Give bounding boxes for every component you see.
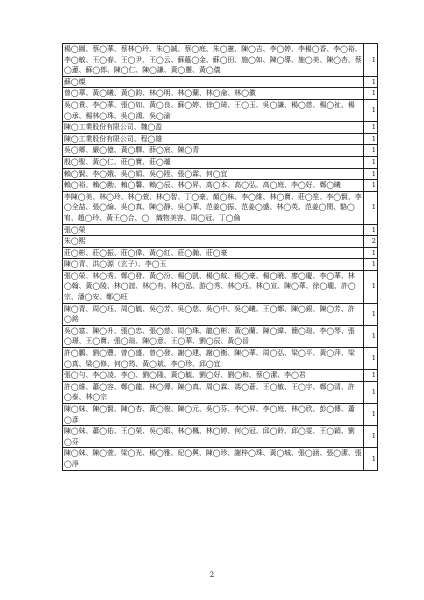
page-number: 2 [209,571,215,579]
donor-names-cell: 吳◯郷、嚴◯億、黃◯驛、薛◯宸、陳◯青 [63,145,364,157]
donor-count-cell: 1 [364,325,378,347]
donor-names-cell: 陳◯青、周◯珏、周◯毓、吳◯芳、吳◯慈、吳◯中、吳◯曦、王◯鄭、陳◯銀、陳◯芳、許◯銘 [63,303,364,325]
donor-count-cell: 1 [364,168,378,180]
table-row [63,44,378,77]
donor-count-cell: 1 [364,426,378,448]
donor-count-cell: 1 [364,270,378,303]
donor-names-cell: 吳◯貴、李◯華、張◯如、黃◯良、蘇◯婷、徐◯琦、王◯玉、吳◯謙、楊◯慈、楊◯祉、楊◯承、楊林◯珠、吳◯鴻、吳◯渝 [63,99,364,121]
table-row [63,325,378,347]
donor-count-cell: 1 [364,247,378,259]
donor-count-cell: 1 [364,88,378,100]
donor-names-cell: 莊◯彬、莊◯振、莊◯偉、黃◯紅、莊◯瀚、莊◯豪 [63,247,364,259]
donor-names-cell: 陳◯青、洪◯源（玄子）、李◯玉 [63,259,364,271]
donor-count-cell: 1 [364,381,378,403]
donor-names-cell: 朱◯熙 [63,236,364,248]
table-row [63,180,378,192]
donor-count-cell: 1 [364,348,378,370]
donor-count-cell: 1 [364,191,378,224]
donor-count-cell: 1 [364,448,378,470]
donor-count-cell: 1 [364,259,378,271]
donor-count-cell: 1 [364,404,378,426]
donor-names-cell: 陳◯工業股份有限公司、程◯雄 [63,133,364,145]
table-row [63,145,378,157]
donor-names-cell: 張◯榮、林◯秀、鄭◯發、黃◯汾、楊◯凱、楊◯蚊、楊◯豪、楊◯曉、廖◯慶、李◯華、林◯翰、黃◯陵、林◯誼、林◯有、林◯泓、游◯秀、林◯珏、林◯宣、陳◯華、徐◯瓏、許◯宗、潘◯安、鄭◯旺 [63,270,364,303]
donor-table [62,43,378,471]
donor-names-cell: 賴◯賢、李◯娥、吳◯娟、吳◯陞、張◯霖、何◯宜 [63,168,364,180]
donor-names-cell: 許◯鵬、劉◯豐、曾◯盛、曾◯發、謝◯建、謝◯衡、陳◯華、周◯弘、梁◯平、黃◯萍、梁◯真、梁◯修、何◯筠、黃◯斌、李◯珍、邱◯宜 [63,348,364,370]
donor-names-cell: 賴◯裕、賴◯勳、賴◯馨、賴◯辰、林◯昇、高◯本、高◯弘、高◯庭、李◯好、鄭◯曦 [63,180,364,192]
table-row [63,99,378,121]
table-row [63,168,378,180]
table-row [63,303,378,325]
donor-count-cell: 1 [364,145,378,157]
table-row [63,133,378,145]
table-row [63,88,378,100]
table-row [63,404,378,426]
donor-table-body [63,44,378,471]
table-row [63,247,378,259]
donor-names-cell: 許◯維、蕭◯容、鄭◯龍、林◯傳、陳◯真、周◯霖、馮◯蒼、王◯敏、王◯宇、鄭◯清、許◯泰、林◯宗 [63,381,364,403]
donor-count-cell: 1 [364,156,378,168]
donor-count-cell: 1 [364,99,378,121]
table-row [63,259,378,271]
donor-names-cell: 楊◯圓、蔡◯華、蔡林◯玲、朱◯誠、蔡◯庭、朱◯憲、陳◯吉、李◯婷、李楊◯香、李◯裕、李◯敏、王◯春、王◯尹、王◯云、蘇蘊◯金、蘇◯田、施◯如、陳◯導、施◯美、陳◯杏、蔡◯蓮、蘇◯郎、陳◯仁、陳◯謙、黃◯靈、黃◯儀 [63,44,364,77]
table-row [63,224,378,236]
table-row [63,236,378,248]
table-row [63,348,378,370]
table-row [63,370,378,382]
donor-count-cell: 1 [364,44,378,77]
table-row [63,270,378,303]
donor-names-cell: 陳◯妹、陳◯賢、陳◯杏、黃◯俊、陳◯元、吳◯芬、李◯昇、李◯庭、林◯欣、彭◯傳、蕭◯彥 [63,404,364,426]
donor-count-cell: 1 [364,180,378,192]
table-row [63,448,378,470]
table-row [63,122,378,134]
donor-count-cell: 2 [364,236,378,248]
donor-names-cell: 曾◯華、黃◯曦、黃◯鈞、林◯明、林◯蘭、林◯侖、林◯徽 [63,88,364,100]
table-row [63,76,378,88]
donor-names-cell: 張◯勻、李◯凌、李◯、劉◯隆、黃◯毓、劉◯好、劉◯和、蔡◯潔、李◯君 [63,370,364,382]
donor-count-cell: 1 [364,224,378,236]
donor-names-cell: 張◯榮 [63,224,364,236]
donor-names-cell: 陳◯妹、蕭◯佑、王◯榮、吳◯耶、林◯楓、林◯婷、何◯冠、邱◯鈴、邱◯雯、王◯穎、劉◯芬 [63,426,364,448]
table-row [63,381,378,403]
table-row [63,191,378,224]
donor-names-cell: 陳◯妹、陳◯萱、梁◯光、楊◯雅、紀◯興、陳◯珍、謝梓◯珠、黃◯城、張◯涵、張◯潔、張◯淨 [63,448,364,470]
donor-names-cell: 陳◯工業股份有限公司、魏◯盈 [63,122,364,134]
donor-names-cell: 殷◯聖、黃◯仁、莊◯寶、莊◯瓏 [63,156,364,168]
table-row [63,156,378,168]
donor-count-cell: 1 [364,303,378,325]
donor-count-cell: 1 [364,133,378,145]
donor-names-cell: 蘇◯燦 [63,76,364,88]
donor-count-cell: 1 [364,76,378,88]
donor-names-cell: 李陳◯美、林◯玲、林◯萱、林◯智、丁◯豪、顏◯秣、李◯維、林◯寶、莊◯笙、李◯賢、李◯全喆、張◯綸、吳◯真、陳◯靜、吳◯華、范姜◯振、范姜◯盛、林◯英、范姜◯閔、駱◯宥、趙◯玲、黃王◯合、◯ 織物美容、周◯冠、丁◯倫 [63,191,364,224]
donor-count-cell: 1 [364,122,378,134]
donor-count-cell: 1 [364,370,378,382]
table-row [63,426,378,448]
donor-names-cell: 吳◯富、陳◯升、張◯忠、張◯慈、周◯珠、龍◯彬、黃◯蘭、陳◯緯、簡◯瑄、李◯琴、張◯璟、王◯寶、張◯瑄、陳◯意、王◯華、劉◯辰、黃◯晉 [63,325,364,347]
